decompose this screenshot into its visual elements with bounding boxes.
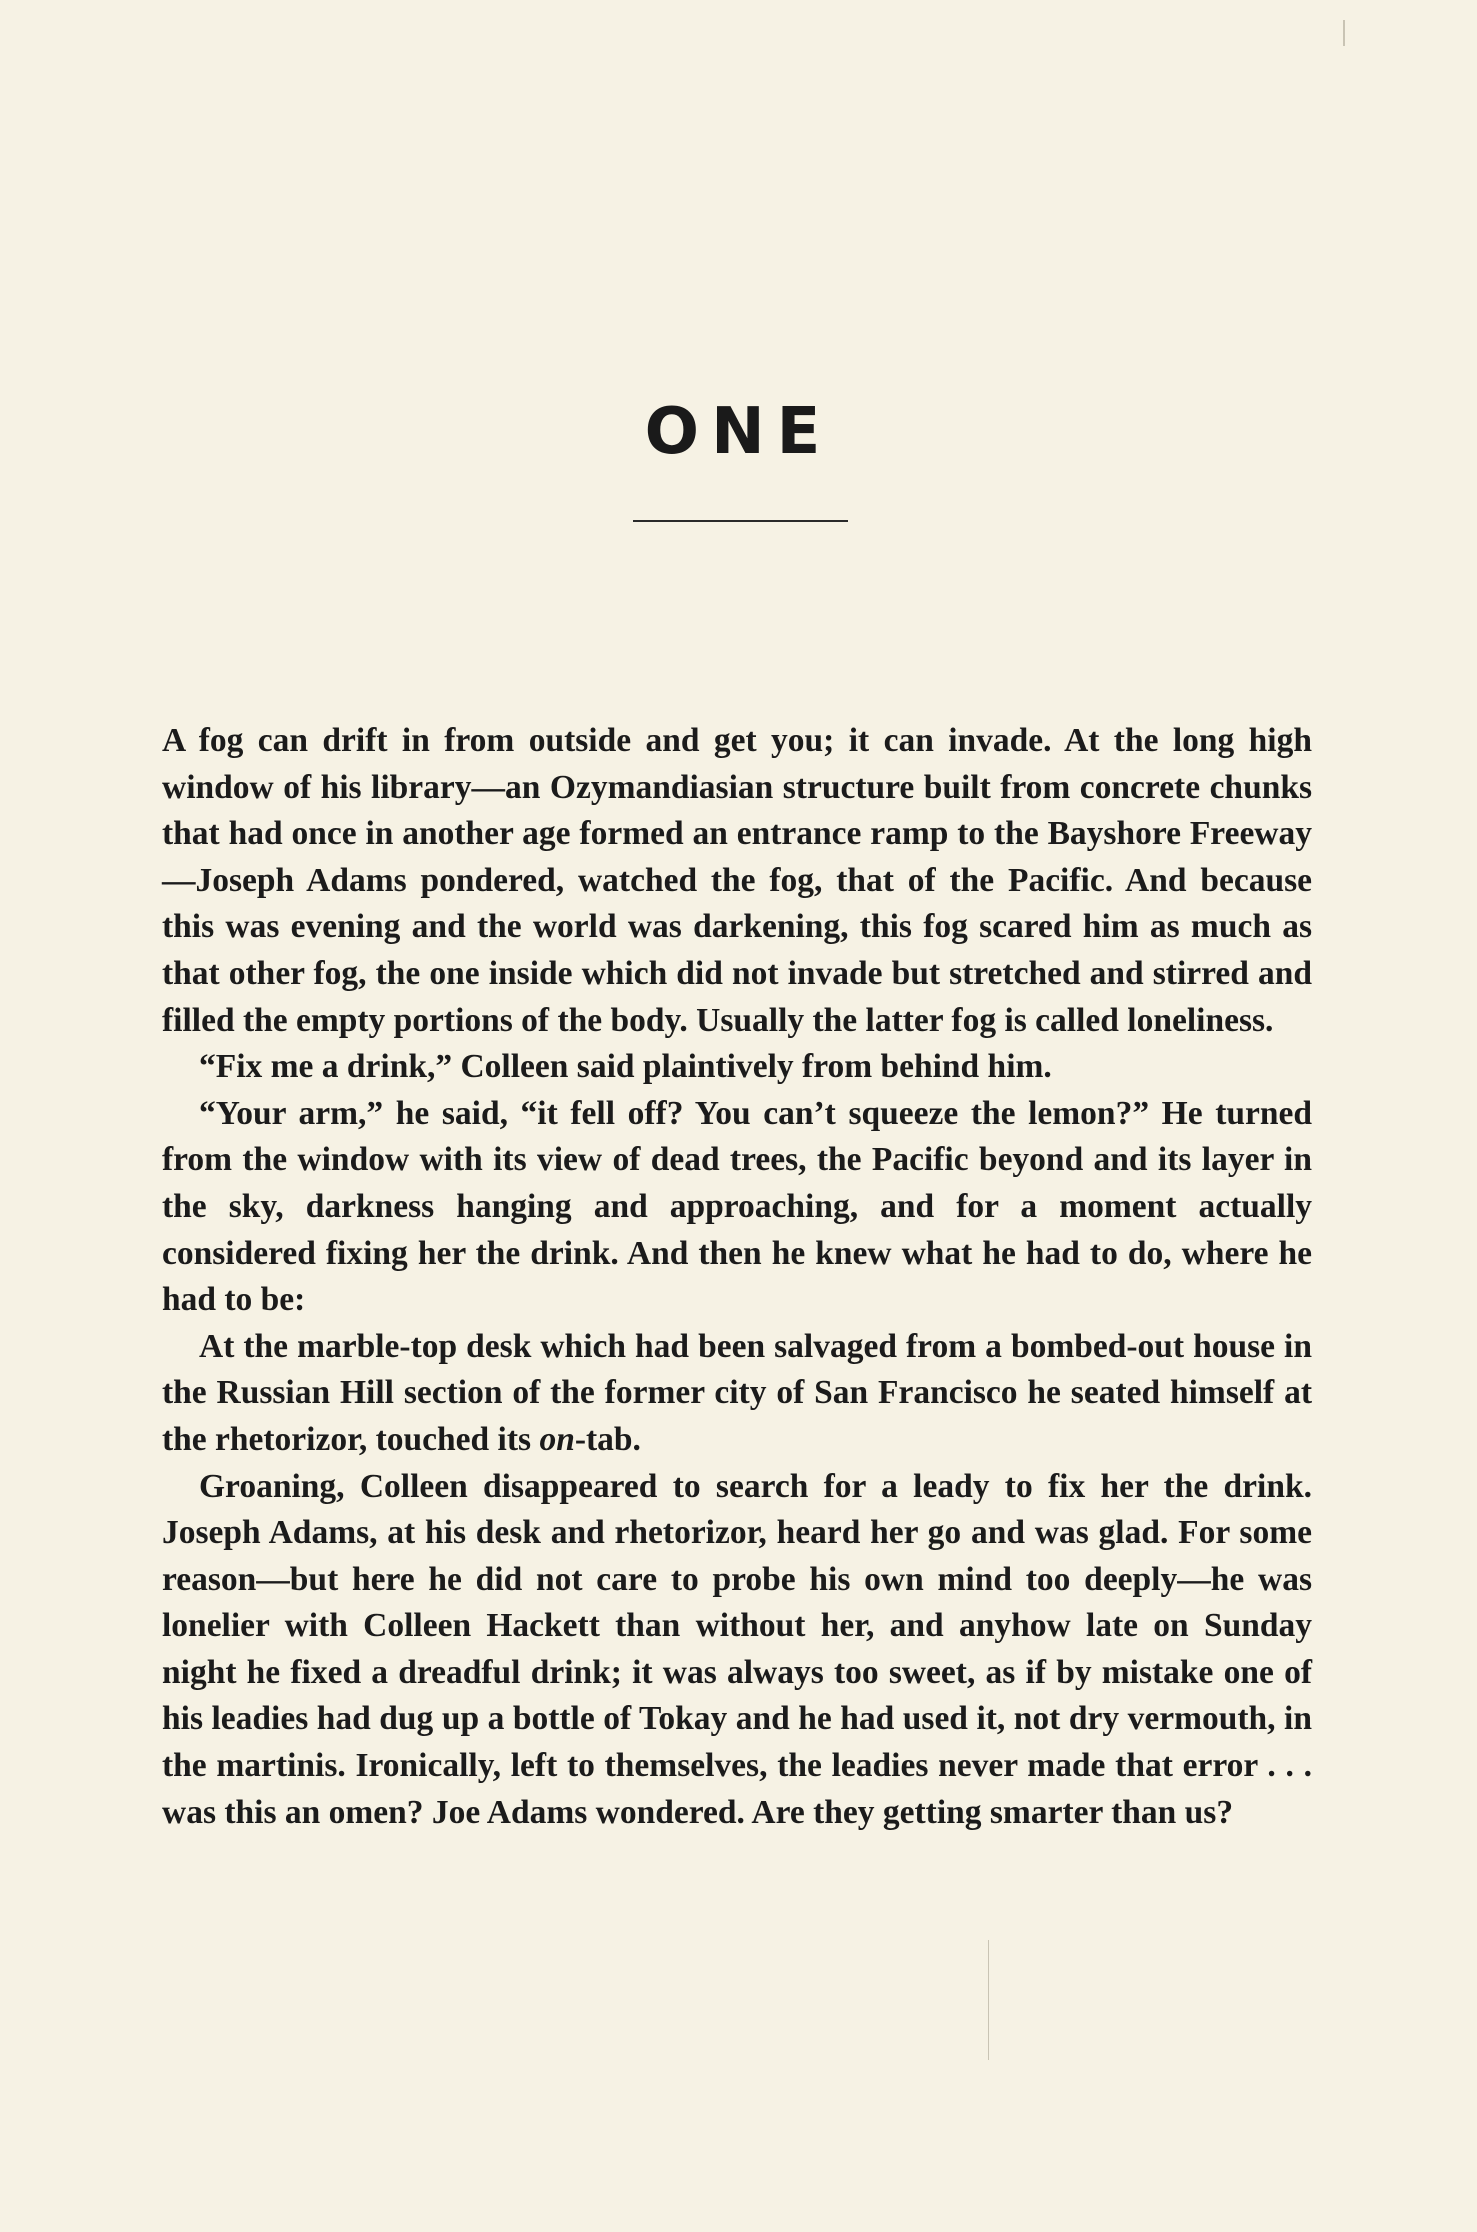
scan-artifact xyxy=(988,1940,989,2060)
paragraph-text: At the marble-top desk which had been salvaged from a bombed-out house in the Russian Hill section of the former city of San Francisco he seated himself at the rhetorizor, touched its xyxy=(162,1327,1312,1458)
paragraph: “Your arm,” he said, “it fell off? You can’t squeeze the lemon?” He turned from the window with its view of dead trees, the Pacific beyond and its layer in the sky, darkness hanging and approaching, and for a moment actually considered fixing her the drink. And then he knew what he had to do, where he had to be: xyxy=(162,1094,1312,1319)
chapter-divider xyxy=(633,520,848,522)
paragraph xyxy=(162,1324,1312,1464)
chapter-body xyxy=(162,718,1312,1836)
scan-artifact xyxy=(1343,20,1345,46)
paragraph: “Fix me a drink,” Colleen said plaintively from behind him. xyxy=(199,1048,1052,1086)
paragraph: A fog can drift in from outside and get you; it can invade. At the long high window of his library—an Ozymandiasian structure built from concrete chunks that had once in another age formed an entrance ramp to the Bayshore Freeway—Joseph Adams pondered, watched the fog, that of the Pacific. And because this was evening and the world was darkening, this fog scared him as much as that other fog, the one inside which did not invade but stretched and stirred and filled the empty portions of the body. Usually the latter fog is called loneliness. xyxy=(162,722,1312,1039)
chapter-heading: ONE xyxy=(644,395,833,469)
paragraph-tail: -tab. xyxy=(574,1420,641,1458)
paragraph: Groaning, Colleen disappeared to search for a leady to fix her the drink. Joseph Adams, at his desk and rhetorizor, heard her go and was glad. For some reason—but here he did not care to probe his own mind too deeply—he was lonelier with Colleen Hackett than without her, and anyhow late on Sunday night he fixed a dreadful drink; it was always too sweet, as if by mistake one of his leadies had dug up a bottle of Tokay and he had used it, not dry vermouth, in the martinis. Ironically, left to themselves, the leadies never made that error . . . was this an omen? Joe Adams wondered. Are they getting smarter than us? xyxy=(162,1467,1312,1831)
italic-word: on xyxy=(539,1420,575,1458)
